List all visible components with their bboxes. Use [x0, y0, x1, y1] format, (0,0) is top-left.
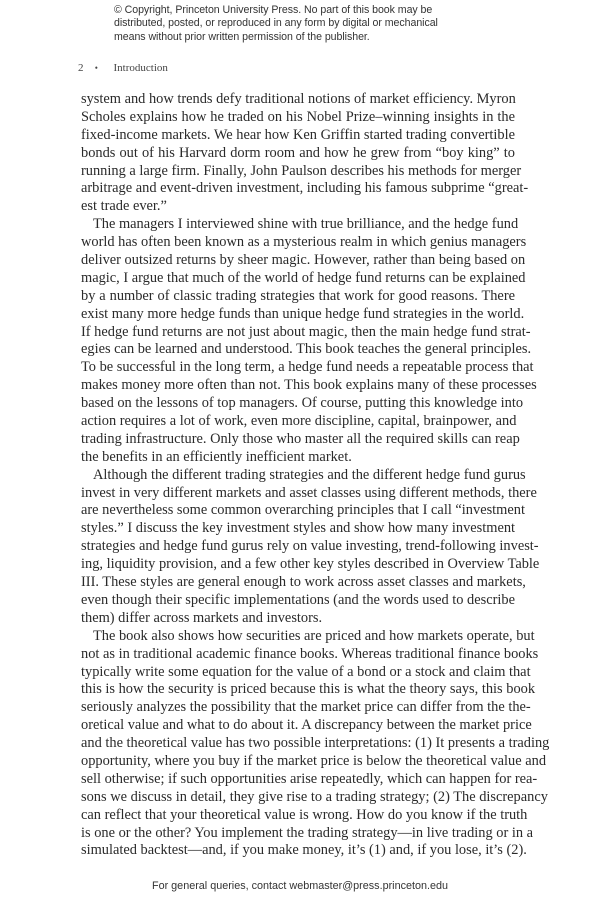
running-head — [78, 62, 168, 74]
text-line: opportunity, where you buy if the market price is below the theoretical value and — [81, 752, 547, 769]
text-line: trading infrastructure. Only those who master all the required skills can reap — [81, 430, 520, 447]
text-line: sell otherwise; if such opportunities arise repeatedly, which can happen for rea- — [81, 770, 538, 787]
bullet-separator-icon: • — [94, 63, 98, 73]
text-line: them) differ across markets and investors. — [81, 609, 323, 626]
paragraph — [81, 216, 537, 466]
text-line: bonds out of his Harvard dorm room and how he grew from “boy king” to — [81, 144, 515, 161]
text-line: styles.” I discuss the key investment styles and show how many investment — [81, 520, 516, 537]
text-line: Scholes explains how he traded on his Nobel Prize–winning insights in the — [81, 108, 515, 125]
text-line: is one or the other? You implement the trading strategy—in live trading or in a — [81, 824, 534, 841]
footer-contact: For general queries, contact webmaster@press.princeton.edu — [151, 880, 449, 892]
text-line: ing, liquidity provision, and a few other key styles described in Overview Table — [81, 556, 540, 573]
text-line: deliver outsized returns by sheer magic. However, rather than being based on — [81, 252, 526, 269]
text-line: not as in traditional academic finance books. Whereas traditional finance books — [81, 645, 539, 662]
text-line: strategies and hedge fund gurus rely on value investing, trend-following invest- — [81, 538, 539, 555]
text-line: sons we discuss in detail, they give rise to a trading strategy; (2) The discrepancy — [81, 788, 548, 805]
text-line: typically write some equation for the value of a bond or a stock and claim that — [81, 663, 531, 680]
text-line: est trade ever.” — [81, 198, 167, 215]
text-line: To be successful in the long term, a hedge fund needs a repeatable process that — [81, 359, 534, 376]
body-text — [81, 91, 550, 860]
chapter-title: Introduction — [113, 62, 168, 74]
text-line: even though their specific implementations (and the words used to describe — [81, 591, 515, 608]
text-line: exist many more hedge funds than unique hedge fund strategies in the world. — [81, 305, 525, 322]
text-line: The book also shows how securities are priced and how markets operate, but — [93, 627, 535, 644]
copyright-line: means without prior written permission of the publisher. — [114, 30, 370, 43]
text-line: the benefits in an efficiently inefficient market. — [81, 448, 352, 465]
text-line: world has often been known as a mysterious realm in which genius managers — [81, 234, 527, 251]
text-line: arbitrage and event-driven investment, including his famous subprime “great- — [81, 180, 529, 197]
text-line: can reflect that your theoretical value is wrong. How do you know if the truth — [81, 806, 528, 823]
text-line: makes money more often than not. This book explains many of these processes — [81, 377, 537, 394]
text-line: III. These styles are general enough to work across asset classes and markets, — [81, 574, 526, 591]
text-line: magic, I argue that much of the world of hedge fund returns can be explained — [81, 269, 526, 286]
text-line: based on the lessons of top managers. Of course, putting this knowledge into — [81, 395, 524, 412]
text-line: are nevertheless some common overarching principles that I call “investment — [81, 502, 525, 519]
text-line: The managers I interviewed shine with true brilliance, and the hedge fund — [93, 216, 519, 233]
paragraph — [81, 91, 529, 216]
text-line: invest in very different markets and asset classes using different methods, there — [81, 484, 537, 501]
text-line: action requires a lot of work, even more discipline, capital, brainpower, and — [81, 413, 517, 430]
copyright-line: © Copyright, Princeton University Press. No part of this book may be — [114, 4, 433, 16]
text-line: Although the different trading strategies and the different hedge fund gurus — [93, 466, 526, 483]
text-line: and the theoretical value has two possible interpretations: (1) It presents a trading — [81, 735, 550, 752]
page-number: 2 — [78, 62, 84, 74]
text-line: this is how the security is priced because this is what the theory says, this book — [81, 681, 536, 698]
text-line: simulated backtest—and, if you make money, it’s (1) and, if you lose, it’s (2). — [81, 842, 527, 859]
copyright-notice — [114, 4, 438, 44]
text-line: If hedge fund returns are not just about magic, then the main hedge fund strat- — [81, 323, 531, 340]
paragraph — [81, 627, 550, 861]
text-line: running a large firm. Finally, John Paulson describes his methods for merger — [81, 162, 522, 179]
text-line: by a number of classic trading strategies that work for good reasons. There — [81, 287, 515, 304]
copyright-line: distributed, posted, or reproduced in any form by digital or mechanical — [114, 17, 438, 30]
text-line: egies can be learned and understood. This book teaches the general principles. — [81, 341, 532, 358]
text-line: seriously analyzes the possibility that the market price can differ from the the- — [81, 699, 531, 716]
text-line: oretical value and what to do about it. A discrepancy between the market price — [81, 717, 532, 734]
paragraph — [81, 466, 540, 628]
text-line: fixed-income markets. We hear how Ken Griffin started trading convertible — [81, 126, 515, 143]
text-line: system and how trends defy traditional notions of market efficiency. Myron — [81, 91, 516, 107]
